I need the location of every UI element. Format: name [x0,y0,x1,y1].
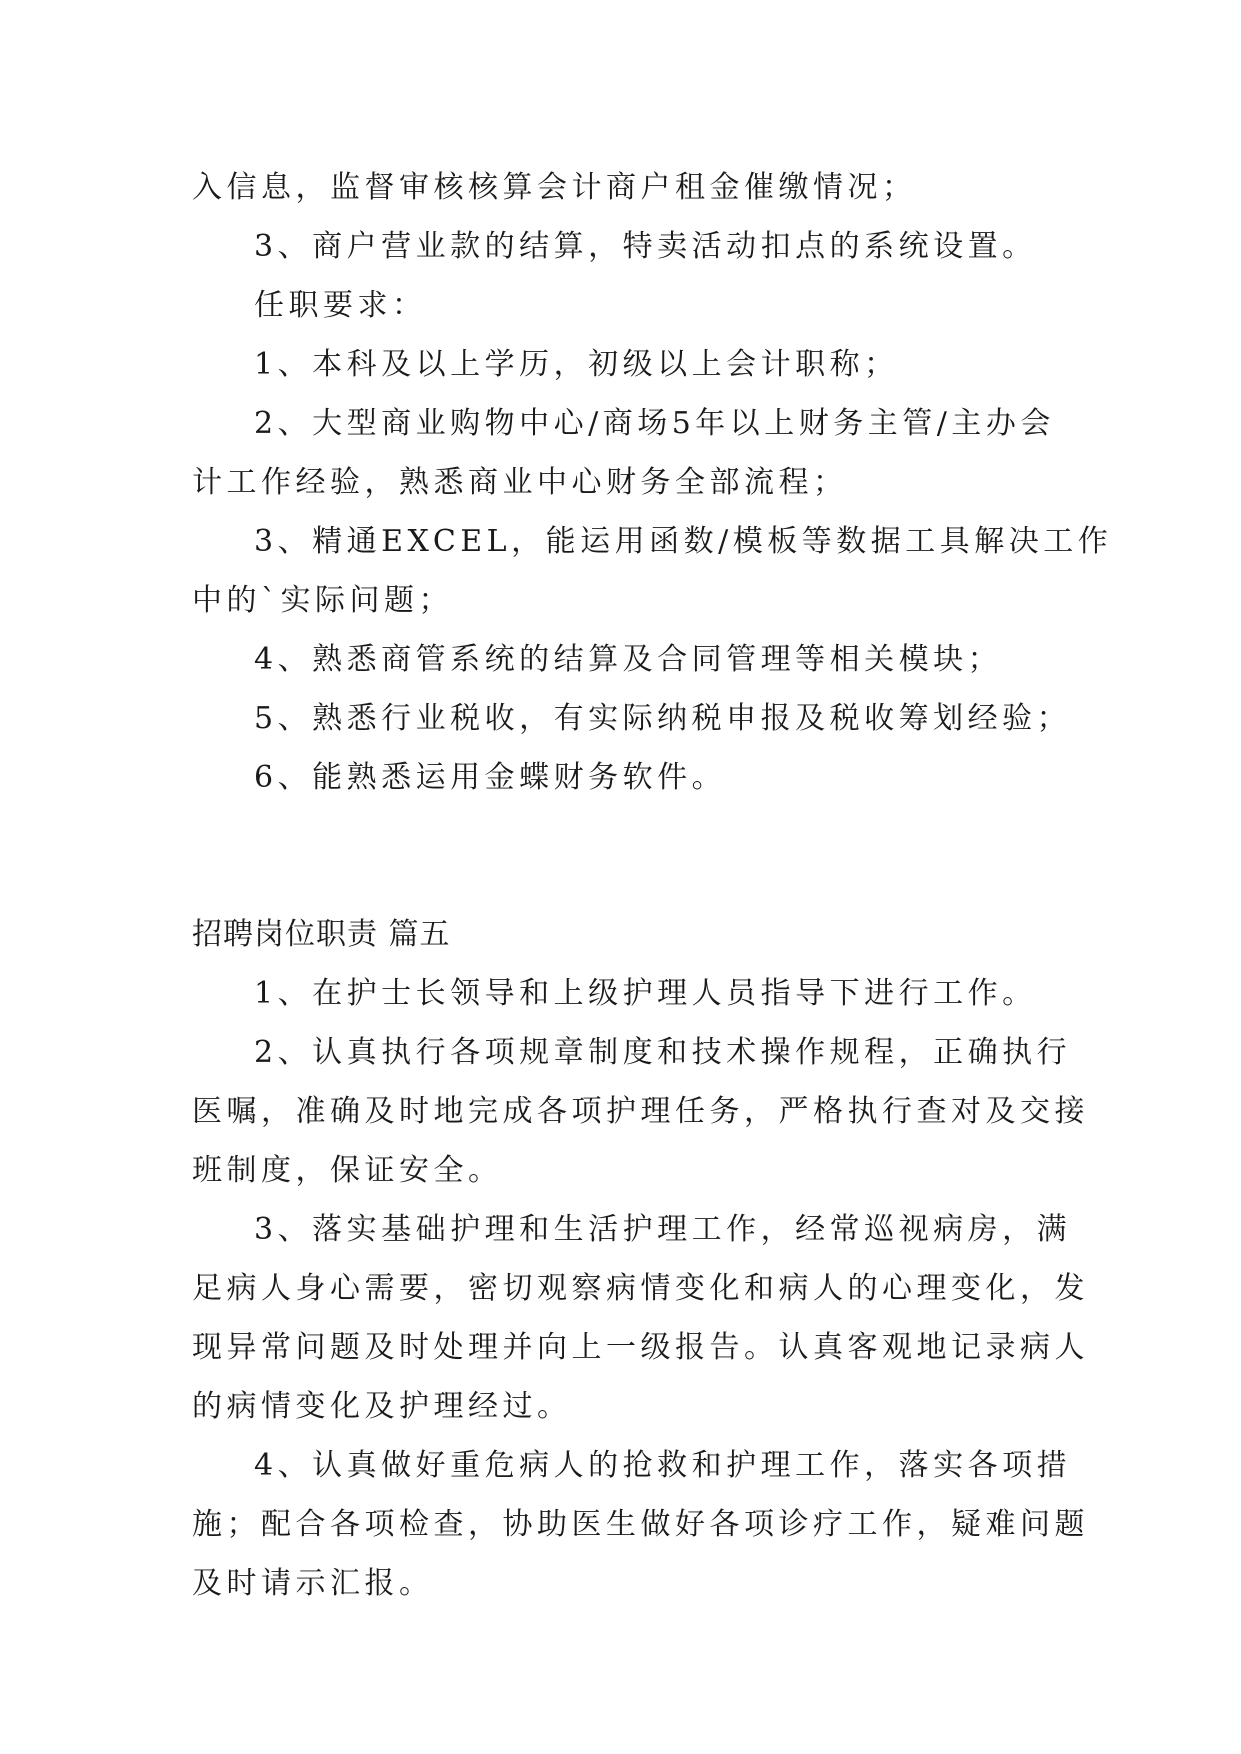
list-item: 3、落实基础护理和生活护理工作，经常巡视病房，满 [254,1212,1072,1247]
list-item: 3、精通EXCEL，能运用函数/模板等数据工具解决工作 [254,524,1113,559]
list-item: 4、认真做好重危病人的抢救和护理工作，落实各项措 [254,1448,1072,1483]
section-gap [192,807,1052,905]
paragraph-line: 班制度，保证安全。 [192,1153,503,1188]
list-item: 2、认真执行各项规章制度和技术操作规程，正确执行 [254,1035,1072,1070]
paragraph-line: 计工作经验，熟悉商业中心财务全部流程； [192,465,848,500]
list-item: 3、商户营业款的结算，特卖活动扣点的系统设置。 [254,229,1037,264]
document-body [192,158,1113,1613]
paragraph-line: 及时请示汇报。 [192,1566,434,1601]
paragraph-line: 中的`实际问题； [192,583,453,618]
list-item: 1、在护士长领导和上级护理人员指导下进行工作。 [254,976,1037,1011]
paragraph-line: 医嘱，准确及时地完成各项护理任务，严格执行查对及交接 [192,1094,1089,1129]
section-subheading: 任职要求： [254,288,427,323]
list-item: 4、熟悉商管系统的结算及合同管理等相关模块； [254,642,1003,677]
list-item: 6、能熟悉运用金蝶财务软件。 [254,760,727,795]
paragraph-line: 现异常问题及时处理并向上一级报告。认真客观地记录病人 [192,1330,1089,1365]
list-item: 2、大型商业购物中心/商场5年以上财务主管/主办会 [254,406,1055,441]
paragraph-line: 的病情变化及护理经过。 [192,1389,572,1424]
paragraph-line: 足病人身心需要，密切观察病情变化和病人的心理变化，发 [192,1271,1089,1306]
list-item: 5、熟悉行业税收，有实际纳税申报及税收筹划经验； [254,701,1072,736]
list-item: 1、本科及以上学历，初级以上会计职称； [254,347,899,382]
paragraph-line: 入信息，监督审核核算会计商户租金催缴情况； [192,170,917,205]
paragraph-line: 施；配合各项检查，协助医生做好各项诊疗工作，疑难问题 [192,1507,1089,1542]
section-heading: 招聘岗位职责 篇五 [192,917,451,952]
